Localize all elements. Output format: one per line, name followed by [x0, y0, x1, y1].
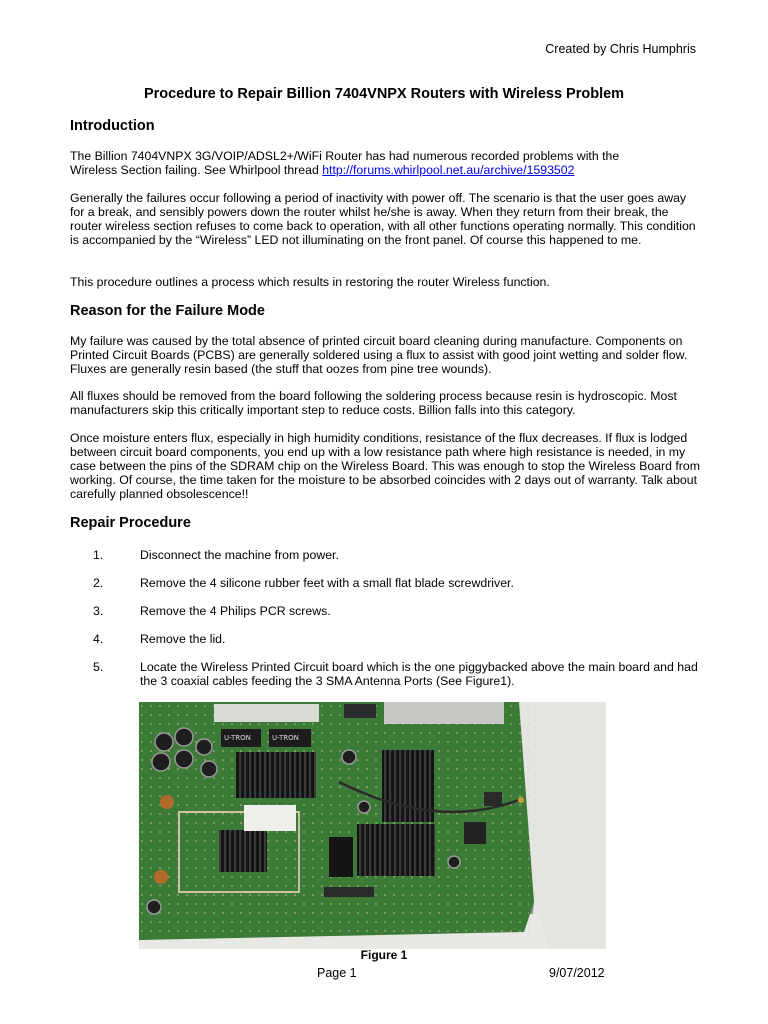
step-text: Remove the 4 Philips PCR screws.	[140, 604, 331, 618]
intro-paragraph-1	[70, 149, 700, 177]
step-text: Remove the 4 silicone rubber feet with a small flat blade screwdriver.	[140, 576, 514, 590]
step-text: Disconnect the machine from power.	[140, 548, 339, 562]
step-number: 2.	[93, 576, 104, 590]
intro-p1-line1: The Billion 7404VNPX 3G/VOIP/ADSL2+/WiFi Router has had numerous recorded problems with the	[70, 149, 620, 163]
page-number: Page 1	[317, 966, 357, 980]
reason-paragraph-1: My failure was caused by the total absence of printed circuit board cleaning during manufacture. Components on Printed Circuit Boards (PCBS) are generally soldered using a flux to assist with good joint wetting and solder flow. Fluxes are generally resin based (the stuff that oozes from pine tree wounds).	[70, 334, 688, 376]
step-text: Remove the lid.	[140, 632, 226, 646]
chip-label-2: U-TRON	[272, 734, 299, 742]
chip-label-1: U-TRON	[224, 734, 251, 742]
step-number: 1.	[93, 548, 104, 562]
intro-paragraph-2: Generally the failures occur following a period of inactivity with power off. The scenario is that the user goes away for a break, and sensibly powers down the router whilst he/she is away. When they return from their break, the router wireless section refuses to come back to operation, with all other functions operating normally. This condition is accompanied by the “Wireless” LED not illuminating on the front panel. Of course this happened to me.	[70, 191, 696, 247]
intro-paragraph-3: This procedure outlines a process which results in restoring the router Wireless function.	[70, 275, 550, 289]
footer-date: 9/07/2012	[549, 966, 605, 980]
reason-paragraph-2: All fluxes should be removed from the board following the soldering process because resin is hydroscopic. Most manufacturers skip this critically important step to reduce costs. Billion falls into this category.	[70, 389, 677, 417]
step-number: 3.	[93, 604, 104, 618]
step-number: 5.	[93, 660, 104, 674]
author-line: Created by Chris Humphris	[545, 42, 696, 56]
reason-paragraph-3: Once moisture enters flux, especially in high humidity conditions, resistance of the flux decreases. If flux is lodged between circuit board components, you end up with a low resistance path where high resistance is needed, in my case between the pins of the SDRAM chip on the Wireless Board. This was enough to stop the Wireless Board from working. Of course, the time taken for the moisture to be absorbed coincides with 2 days out of warranty. Talk about carefully planned obsolescence!!	[70, 431, 700, 501]
section-heading-reason: Reason for the Failure Mode	[70, 303, 265, 319]
intro-p1-line2: Wireless Section failing. See Whirlpool thread	[70, 163, 323, 177]
step-text: Locate the Wireless Printed Circuit board which is the one piggybacked above the main board and had the 3 coaxial cables feeding the 3 SMA Antenna Ports (See Figure1).	[140, 660, 698, 688]
step-number: 4.	[93, 632, 104, 646]
section-heading-procedure: Repair Procedure	[70, 515, 191, 531]
whirlpool-thread-link[interactable]: http://forums.whirlpool.net.au/archive/1593502	[322, 163, 575, 177]
section-heading-introduction: Introduction	[70, 118, 155, 134]
router-board-photo	[139, 702, 606, 949]
figure-caption: Figure 1	[360, 948, 408, 962]
document-title: Procedure to Repair Billion 7404VNPX Routers with Wireless Problem	[143, 86, 625, 102]
